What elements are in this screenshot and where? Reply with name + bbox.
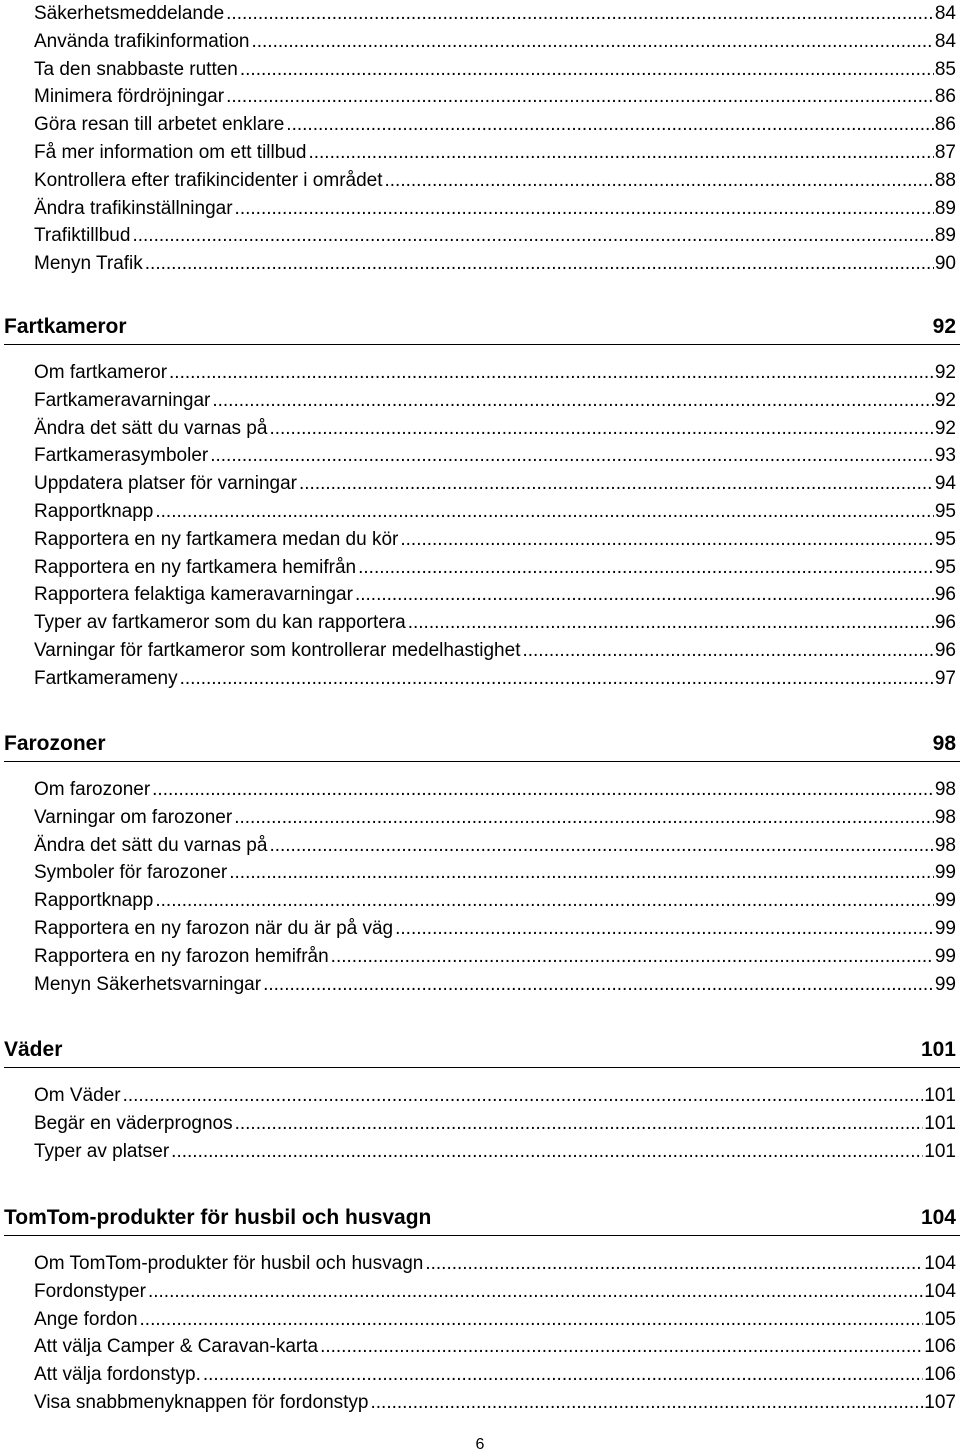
toc-entry-title: Säkerhetsmeddelande	[34, 0, 226, 28]
toc-entry-page: 95	[934, 498, 956, 526]
toc-entry[interactable]	[34, 554, 956, 582]
toc-entry[interactable]	[34, 222, 956, 250]
toc-entry-title: Minimera fördröjningar	[34, 83, 226, 111]
toc-entry[interactable]	[34, 1306, 956, 1334]
toc-entry-title: Ändra det sätt du varnas på	[34, 415, 269, 443]
toc-entry-page: 101	[923, 1110, 956, 1138]
toc-entry-page: 92	[934, 387, 956, 415]
leader-dots	[234, 804, 934, 832]
leader-dots	[308, 139, 933, 167]
toc-entry-page: 95	[934, 526, 956, 554]
toc-entry-title: Rapportera en ny fartkamera medan du kör	[34, 526, 400, 554]
toc-entry-page: 105	[923, 1306, 956, 1334]
toc-entry-page: 92	[934, 415, 956, 443]
toc-entry-title: Fartkamerameny	[34, 665, 180, 693]
toc-entry-title: Ta den snabbaste rutten	[34, 56, 240, 84]
toc-entry-title: Att välja fordonstyp.	[34, 1361, 203, 1389]
toc-entry-title: Typer av fartkameror som du kan rapportera	[34, 609, 408, 637]
section-heading[interactable]	[4, 312, 956, 342]
toc-entry-page: 104	[923, 1250, 956, 1278]
toc-entry-title: Rapportknapp	[34, 498, 155, 526]
leader-dots	[370, 1389, 923, 1417]
toc-entry-title: Använda trafikinformation	[34, 28, 251, 56]
leader-dots	[210, 442, 934, 470]
toc-entry-page: 90	[934, 250, 956, 278]
toc-entry-page: 85	[934, 56, 956, 84]
toc-entry-title: Göra resan till arbetet enklare	[34, 111, 286, 139]
toc-entry-page: 101	[923, 1082, 956, 1110]
leader-dots	[145, 250, 934, 278]
toc-entry[interactable]	[34, 1389, 956, 1417]
section-page: 98	[932, 732, 956, 755]
toc-entry-title: Fartkameravarningar	[34, 387, 212, 415]
toc-entry[interactable]	[34, 498, 956, 526]
toc-entry-page: 98	[934, 776, 956, 804]
toc-section-tomtom-husbil	[0, 1203, 960, 1417]
toc-entry[interactable]	[34, 415, 956, 443]
toc-entry[interactable]	[34, 804, 956, 832]
leader-dots	[235, 195, 934, 223]
leader-dots	[408, 609, 934, 637]
toc-entry[interactable]	[34, 943, 956, 971]
toc-entry[interactable]	[34, 1278, 956, 1306]
toc-entry[interactable]	[34, 28, 956, 56]
leader-dots	[132, 222, 933, 250]
leader-dots	[212, 387, 934, 415]
toc-entry-page: 94	[934, 470, 956, 498]
leader-dots	[385, 167, 934, 195]
toc-entry-title: Rapportera felaktiga kameravarningar	[34, 581, 355, 609]
toc-entry-title: Om Väder	[34, 1082, 123, 1110]
section-heading[interactable]	[4, 1203, 956, 1233]
toc-entry[interactable]	[34, 581, 956, 609]
section-page: 101	[920, 1038, 956, 1061]
leader-dots	[180, 665, 934, 693]
toc-entry[interactable]	[34, 859, 956, 887]
toc-entry[interactable]	[34, 1333, 956, 1361]
toc-entry-title: Ange fordon	[34, 1306, 140, 1334]
leader-dots	[155, 498, 933, 526]
toc-entry-page: 107	[923, 1389, 956, 1417]
toc-entry-page: 101	[923, 1138, 956, 1166]
toc-entry-title: Menyn Säkerhetsvarningar	[34, 971, 263, 999]
toc-entry-title: Ändra trafikinställningar	[34, 195, 235, 223]
toc-top-entries	[0, 0, 960, 278]
leader-dots	[203, 1361, 923, 1389]
toc-entry-page: 98	[934, 832, 956, 860]
toc-entry[interactable]	[34, 83, 956, 111]
toc-entry-title: Ändra det sätt du varnas på	[34, 832, 269, 860]
leader-dots	[155, 887, 933, 915]
toc-entry[interactable]	[34, 915, 956, 943]
leader-dots	[169, 359, 934, 387]
toc-entry[interactable]	[34, 359, 956, 387]
toc-entry-page: 96	[934, 637, 956, 665]
leader-dots	[226, 83, 934, 111]
toc-entry-title: Rapportknapp	[34, 887, 155, 915]
leader-dots	[395, 915, 934, 943]
toc-entry[interactable]	[34, 250, 956, 278]
toc-entry[interactable]	[34, 887, 956, 915]
toc-entry[interactable]	[34, 167, 956, 195]
toc-entry-page: 89	[934, 222, 956, 250]
toc-entry[interactable]	[34, 139, 956, 167]
toc-entry-page: 84	[934, 28, 956, 56]
toc-entry-page: 96	[934, 581, 956, 609]
toc-entry[interactable]	[34, 1138, 956, 1166]
toc-entry[interactable]	[34, 665, 956, 693]
toc-entry-page: 86	[934, 83, 956, 111]
toc-entry[interactable]	[34, 0, 956, 28]
section-divider	[4, 344, 960, 345]
toc-entry[interactable]	[34, 832, 956, 860]
section-title: Farozoner	[4, 732, 106, 755]
toc-entry-title: Om fartkameror	[34, 359, 169, 387]
leader-dots	[226, 0, 934, 28]
toc-entry-title: Varningar för fartkameror som kontrollerar medelhastighet	[34, 637, 522, 665]
leader-dots	[286, 111, 934, 139]
toc-entry[interactable]	[34, 637, 956, 665]
toc-section-farozoner	[0, 729, 960, 998]
toc-entry-title: Rapportera en ny farozon när du är på väg	[34, 915, 395, 943]
toc-entry-title: Menyn Trafik	[34, 250, 145, 278]
toc-entry-title: Rapportera en ny fartkamera hemifrån	[34, 554, 358, 582]
section-page: 92	[932, 315, 956, 338]
toc-entry-page: 97	[934, 665, 956, 693]
toc-entry-title: Trafiktillbud	[34, 222, 132, 250]
leader-dots	[269, 832, 933, 860]
toc-entry-title: Fordonstyper	[34, 1278, 148, 1306]
toc-entry-title: Uppdatera platser för varningar	[34, 470, 299, 498]
toc-entry-page: 96	[934, 609, 956, 637]
toc-entry-page: 104	[923, 1278, 956, 1306]
toc-entry-page: 106	[923, 1333, 956, 1361]
leader-dots	[331, 943, 934, 971]
toc-entry[interactable]	[34, 470, 956, 498]
leader-dots	[123, 1082, 924, 1110]
toc-entry-title: Om TomTom-produkter för husbil och husvagn	[34, 1250, 425, 1278]
toc-entry-title: Varningar om farozoner	[34, 804, 234, 832]
leader-dots	[152, 776, 934, 804]
leader-dots	[522, 637, 933, 665]
toc-entry-page: 99	[934, 887, 956, 915]
toc-entry-title: Kontrollera efter trafikincidenter i området	[34, 167, 385, 195]
toc-entry[interactable]	[34, 609, 956, 637]
leader-dots	[240, 56, 934, 84]
toc-entry[interactable]	[34, 1110, 956, 1138]
toc-entry[interactable]	[34, 776, 956, 804]
leader-dots	[355, 581, 934, 609]
toc-entry-title: Typer av platser	[34, 1138, 171, 1166]
toc-entry-title: Visa snabbmenyknappen för fordonstyp	[34, 1389, 370, 1417]
section-page: 104	[920, 1206, 956, 1229]
toc-entry-page: 98	[934, 804, 956, 832]
section-heading[interactable]	[4, 729, 956, 759]
leader-dots	[299, 470, 934, 498]
toc-entry-page: 87	[934, 139, 956, 167]
toc-entry[interactable]	[34, 56, 956, 84]
leader-dots	[148, 1278, 923, 1306]
toc-section-vader	[0, 1035, 960, 1165]
toc-entry-page: 88	[934, 167, 956, 195]
leader-dots	[229, 859, 934, 887]
section-title: Väder	[4, 1038, 63, 1061]
leader-dots	[358, 554, 934, 582]
toc-entry-page: 99	[934, 915, 956, 943]
leader-dots	[400, 526, 934, 554]
toc-entry-title: Att välja Camper & Caravan-karta	[34, 1333, 320, 1361]
toc-entry-page: 95	[934, 554, 956, 582]
toc-entry[interactable]	[34, 195, 956, 223]
toc-entry-page: 99	[934, 943, 956, 971]
toc-entry[interactable]	[34, 1361, 956, 1389]
section-divider	[4, 1235, 960, 1236]
toc-entry-page: 84	[934, 0, 956, 28]
toc-entry[interactable]	[34, 1250, 956, 1278]
toc-entry[interactable]	[34, 1082, 956, 1110]
section-divider	[4, 761, 960, 762]
section-divider	[4, 1067, 960, 1068]
leader-dots	[263, 971, 934, 999]
toc-section-fartkameror	[0, 312, 960, 693]
toc-entry-page: 93	[934, 442, 956, 470]
leader-dots	[269, 415, 933, 443]
leader-dots	[320, 1333, 923, 1361]
leader-dots	[425, 1250, 923, 1278]
toc-entry-page: 89	[934, 195, 956, 223]
toc-entry-page: 99	[934, 859, 956, 887]
toc-entry[interactable]	[34, 971, 956, 999]
toc-entry[interactable]	[34, 387, 956, 415]
leader-dots	[251, 28, 933, 56]
toc-entry-page: 106	[923, 1361, 956, 1389]
leader-dots	[171, 1138, 923, 1166]
toc-entry[interactable]	[34, 111, 956, 139]
section-heading[interactable]	[4, 1035, 956, 1065]
toc-entry-title: Rapportera en ny farozon hemifrån	[34, 943, 331, 971]
section-title: TomTom-produkter för husbil och husvagn	[4, 1206, 432, 1229]
toc-entry-title: Om farozoner	[34, 776, 152, 804]
toc-entry-page: 99	[934, 971, 956, 999]
toc-entry-title: Begär en väderprognos	[34, 1110, 235, 1138]
leader-dots	[140, 1306, 924, 1334]
page-number: 6	[475, 1436, 485, 1453]
toc-entry[interactable]	[34, 442, 956, 470]
section-title: Fartkameror	[4, 315, 127, 338]
toc-entry-title: Symboler för farozoner	[34, 859, 229, 887]
toc-entry-title: Fartkamerasymboler	[34, 442, 210, 470]
toc-entry-page: 92	[934, 359, 956, 387]
toc-entry-title: Få mer information om ett tillbud	[34, 139, 308, 167]
toc-entry-page: 86	[934, 111, 956, 139]
toc-entry[interactable]	[34, 526, 956, 554]
leader-dots	[235, 1110, 924, 1138]
